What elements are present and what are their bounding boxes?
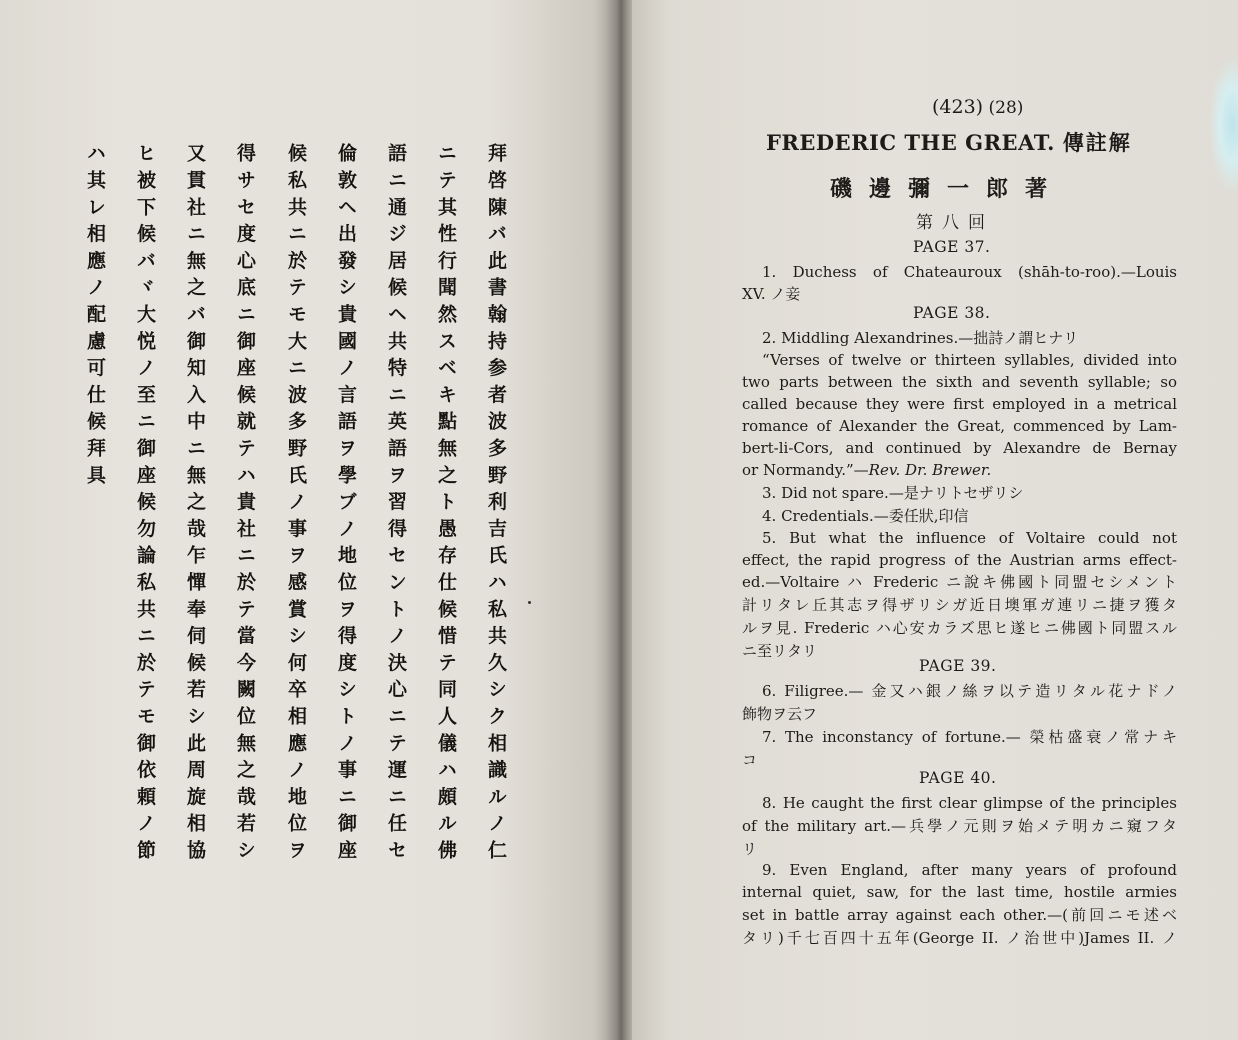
note-9-line-2: internal quiet, saw, for the last time, hostile armies: [742, 883, 1177, 901]
book-title-en: FREDERIC THE GREAT.: [766, 130, 1055, 155]
book-title: [766, 127, 1132, 157]
note-8-line-3: リ: [742, 840, 758, 858]
note-5-line-2: effect, the rapid progress of the Austrian arms effect-: [742, 551, 1177, 569]
letter-column-6: 得サセ度心底ニ御座候就テハ貴社ニ於テ當今闕位無之哉若シ: [234, 143, 256, 867]
letter-column-5: 候私共ニ於テモ大ニ波多野氏ノ事ヲ感賞シ何卒相應ノ地位ヲ: [285, 143, 307, 867]
note-1-line-2: XV. ノ妾: [742, 285, 801, 303]
note-2-line-6: bert-li-Cors, and continued by Alexandre de Bernay: [742, 439, 1177, 457]
note-5-line-6: ニ至リタリ: [742, 642, 818, 660]
note-2-line-4: called because they were first employed in a metrical: [742, 395, 1177, 413]
note-2-line-1: 2. Middling Alexandrines.—拙詩ノ謂ヒナリ: [762, 329, 1079, 347]
note-8-line-2: of the military art.—兵學ノ元則ヲ始メテ明カニ窺フタ: [742, 817, 1177, 835]
letter-column-2: ニテ其性行聞然スベキ點無之ト愚存仕候惜テ同人儀ハ頗ル佛: [435, 143, 457, 867]
page-heading-37: PAGE 37.: [913, 238, 991, 256]
ink-speck: [528, 601, 531, 604]
note-2-line-7-text: or Normandy.”—: [742, 461, 869, 479]
page-number-sub: (28): [988, 98, 1024, 118]
letter-column-7: 又貫社ニ無之バ御知入中ニ無之哉乍憚奉伺候若シ此周旋相協: [184, 143, 206, 867]
author-line: 磯邊彌一郎著: [830, 177, 1065, 202]
letter-column-3: 語ニ通ジ居候ヘ共特ニ英語ヲ習得セントノ決心ニテ運ニ任セ: [385, 143, 407, 867]
note-5-line-5: ルヲ見. Frederic ハ心安カラズ思ヒ遂ヒニ佛國ト同盟スル: [742, 619, 1177, 637]
note-2-line-7: [742, 459, 1177, 481]
page-number: [932, 96, 1023, 118]
note-5-line-1: 5. But what the influence of Voltaire could not: [762, 529, 1177, 547]
chapter-heading: 第八回: [916, 213, 994, 233]
note-3: 3. Did not spare.—是ナリトセザリシ: [762, 484, 1024, 502]
page-heading-39: PAGE 39.: [919, 657, 997, 675]
note-7-line-2: コ: [742, 751, 758, 769]
note-2-line-3: two parts between the sixth and seventh syllable; so: [742, 373, 1177, 391]
note-6-line-2: 飾物ヲ云フ: [742, 705, 818, 723]
letter-column-4: 倫敦ヘ出發シ貴國ノ言語ヲ學ブノ地位ヲ得度シトノ事ニ御座: [335, 143, 357, 867]
note-5-line-3: ed.—Voltaire ハ Frederic ニ說キ佛國ト同盟セシメント: [742, 573, 1177, 591]
letter-column-9: ハ其レ相應ノ配慮可仕候拜具: [84, 143, 106, 492]
note-2-line-2: “Verses of twelve or thirteen syllables, divided into: [762, 351, 1177, 369]
note-9-line-3: set in battle array against each other.—(前回ニモ述ベ: [742, 906, 1177, 924]
note-9-line-1: 9. Even England, after many years of profound: [762, 861, 1177, 879]
note-6-line-1: 6. Filigree.— 金又ハ銀ノ絲ヲ以テ造リタル花ナドノ: [762, 682, 1177, 700]
note-9-line-4: タリ)千七百四十五年(George II. ノ治世中)James II. ノ: [742, 929, 1177, 947]
note-4: 4. Credentials.—委任狀,印信: [762, 507, 969, 525]
note-8-line-1: 8. He caught the first clear glimpse of the principles: [762, 794, 1177, 812]
note-7-line-1: 7. The inconstancy of fortune.— 榮枯盛衰ノ常ナキ: [762, 728, 1177, 746]
page-heading-40: PAGE 40.: [919, 769, 997, 787]
note-5-line-4: 計リタレ丘其志ヲ得ザリシガ近日墺軍ガ連リニ捷ヲ獲タ: [742, 596, 1177, 614]
note-2-line-5: romance of Alexander the Great, commenced by Lam-: [742, 417, 1177, 435]
note-2-citation: Rev. Dr. Brewer.: [868, 461, 992, 479]
letter-column-8: ヒ被下候バヾ大悦ノ至ニ御座候勿論私共ニ於テモ御依頼ノ節: [134, 143, 156, 867]
book-title-jp: 傳註解: [1062, 131, 1132, 155]
light-glare: [1210, 60, 1238, 190]
page-number-main: (423): [932, 96, 984, 118]
letter-column-1: 拜啓陳バ此書翰持参者波多野利吉氏ハ私共久シク相識ルノ仁: [485, 143, 507, 867]
note-1-line-1: 1. Duchess of Chateauroux (shāh-to-roo).—Louis: [762, 263, 1177, 281]
page-heading-38: PAGE 38.: [913, 304, 991, 322]
